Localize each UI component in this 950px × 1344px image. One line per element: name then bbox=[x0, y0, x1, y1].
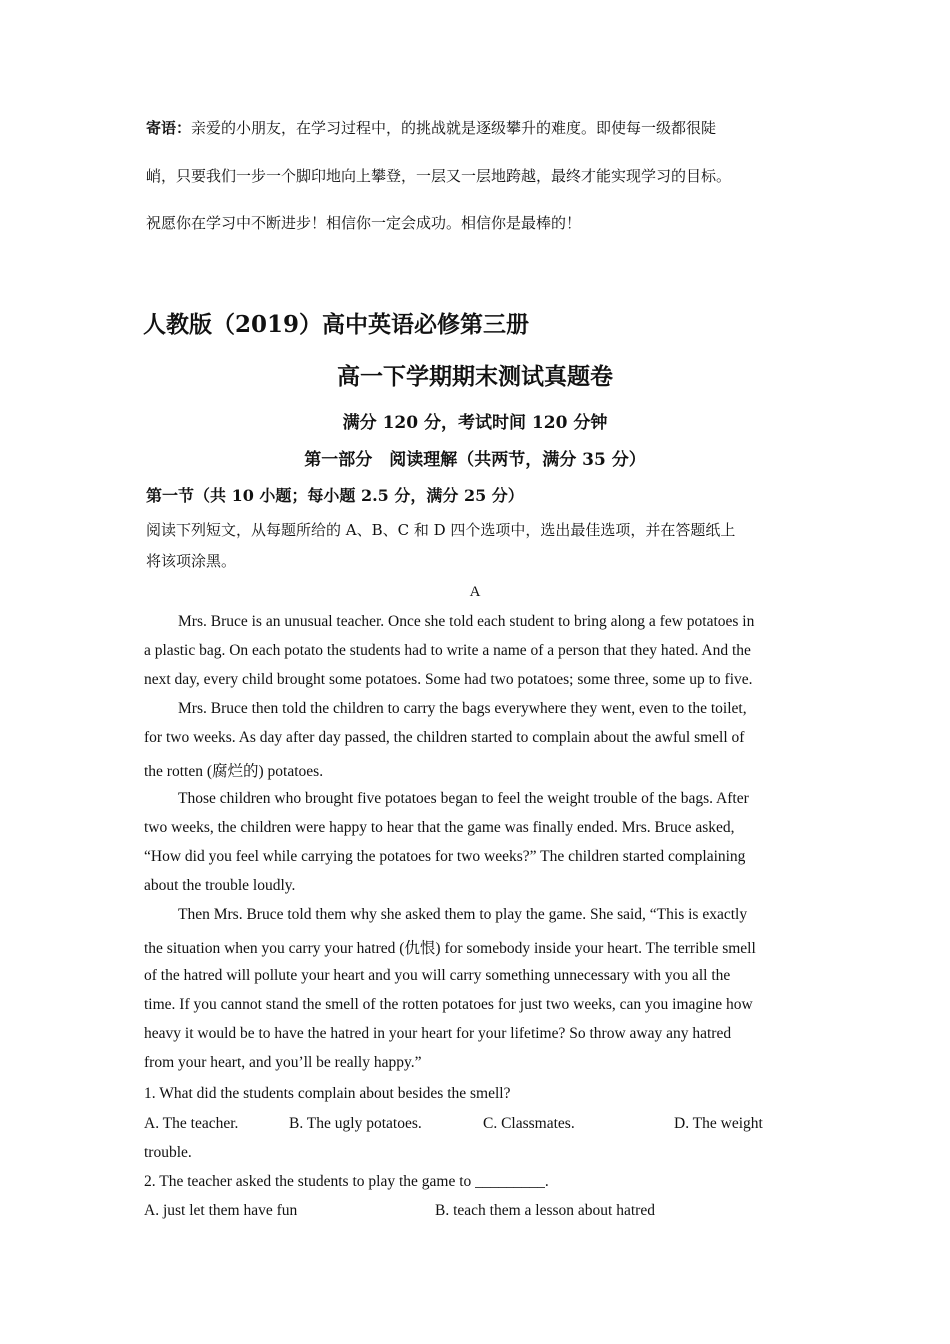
section-heading: 第一节（共 10 小题；每小题 2.5 分，满分 25 分） bbox=[146, 486, 524, 505]
question-2-option-b: B. teach them a lesson about hatred bbox=[435, 1202, 655, 1219]
passage-line: Mrs. Bruce is an unusual teacher. Once she told each student to bring along a few potatoes in bbox=[178, 613, 755, 630]
question-2-option-a: A. just let them have fun bbox=[144, 1202, 298, 1219]
instructions-line-2: 将该项涂黑。 bbox=[146, 552, 237, 570]
exam-title: 高一下学期期末测试真题卷 bbox=[337, 363, 613, 390]
passage-line: about the trouble loudly. bbox=[144, 877, 296, 894]
passage-line: for two weeks. As day after day passed, the children started to complain about the awful smell of bbox=[144, 729, 745, 746]
passage-label: A bbox=[469, 584, 481, 600]
passage-line: the rotten (腐烂的) potatoes. bbox=[144, 763, 324, 780]
passage-line: Then Mrs. Bruce told them why she asked them to play the game. She said, “This is exactly bbox=[178, 906, 748, 923]
question-1-option-d: D. The weight bbox=[674, 1115, 763, 1132]
passage-line: from your heart, and you’ll be really happy.” bbox=[144, 1054, 422, 1071]
passage-line: a plastic bag. On each potato the students had to write a name of a person that they hated. And the bbox=[144, 642, 751, 659]
question-1-option-c: C. Classmates. bbox=[483, 1115, 575, 1132]
greeting-line-2: 峭，只要我们一步一个脚印地向上攀登，一层又一层地跨越，最终才能实现学习的目标。 bbox=[146, 167, 732, 185]
passage-line: “How did you feel while carrying the potatoes for two weeks?” The children started complaining bbox=[144, 848, 746, 865]
passage-line: of the hatred will pollute your heart and you will carry something unnecessary with you all the bbox=[144, 967, 731, 984]
question-1-option-d-wrap: trouble. bbox=[144, 1144, 192, 1161]
question-1-stem: 1. What did the students complain about besides the smell? bbox=[144, 1085, 511, 1102]
score-info: 满分 120 分，考试时间 120 分钟 bbox=[342, 413, 608, 433]
passage-line: the situation when you carry your hatred (仇恨) for somebody inside your heart. The terrible smell bbox=[144, 940, 756, 957]
greeting-label: 寄语： bbox=[146, 119, 192, 137]
question-2-stem: 2. The teacher asked the students to play the game to _________. bbox=[144, 1173, 549, 1190]
instructions-line-1: 阅读下列短文，从每题所给的 A、B、C 和 D 四个选项中，选出最佳选项，并在答题纸上 bbox=[146, 521, 736, 539]
passage-line: time. If you cannot stand the smell of the rotten potatoes for just two weeks, can you imagine how bbox=[144, 996, 753, 1013]
part-heading: 第一部分 阅读理解（共两节，满分 35 分） bbox=[304, 450, 646, 470]
passage-line: Mrs. Bruce then told the children to carry the bags everywhere they went, even to the toilet, bbox=[178, 700, 747, 717]
passage-line: Those children who brought five potatoes began to feel the weight trouble of the bags. After bbox=[178, 790, 749, 807]
greeting-text-1: 亲爱的小朋友，在学习过程中，的挑战就是逐级攀升的难度。即使每一级都很陡 bbox=[191, 119, 717, 137]
question-1-option-b: B. The ugly potatoes. bbox=[289, 1115, 422, 1132]
passage-line: heavy it would be to have the hatred in your heart for your lifetime? So throw away any hatred bbox=[144, 1025, 732, 1042]
passage-line: two weeks, the children were happy to hear that the game was finally ended. Mrs. Bruce asked, bbox=[144, 819, 735, 836]
greeting-line-1 bbox=[146, 117, 716, 138]
textbook-title: 人教版（2019）高中英语必修第三册 bbox=[143, 311, 530, 338]
greeting-line-3: 祝愿你在学习中不断进步！相信你一定会成功。相信你是最棒的！ bbox=[146, 214, 582, 232]
passage-line: next day, every child brought some potatoes. Some had two potatoes; some three, some up to five. bbox=[144, 671, 753, 688]
question-1-option-a: A. The teacher. bbox=[144, 1115, 239, 1132]
